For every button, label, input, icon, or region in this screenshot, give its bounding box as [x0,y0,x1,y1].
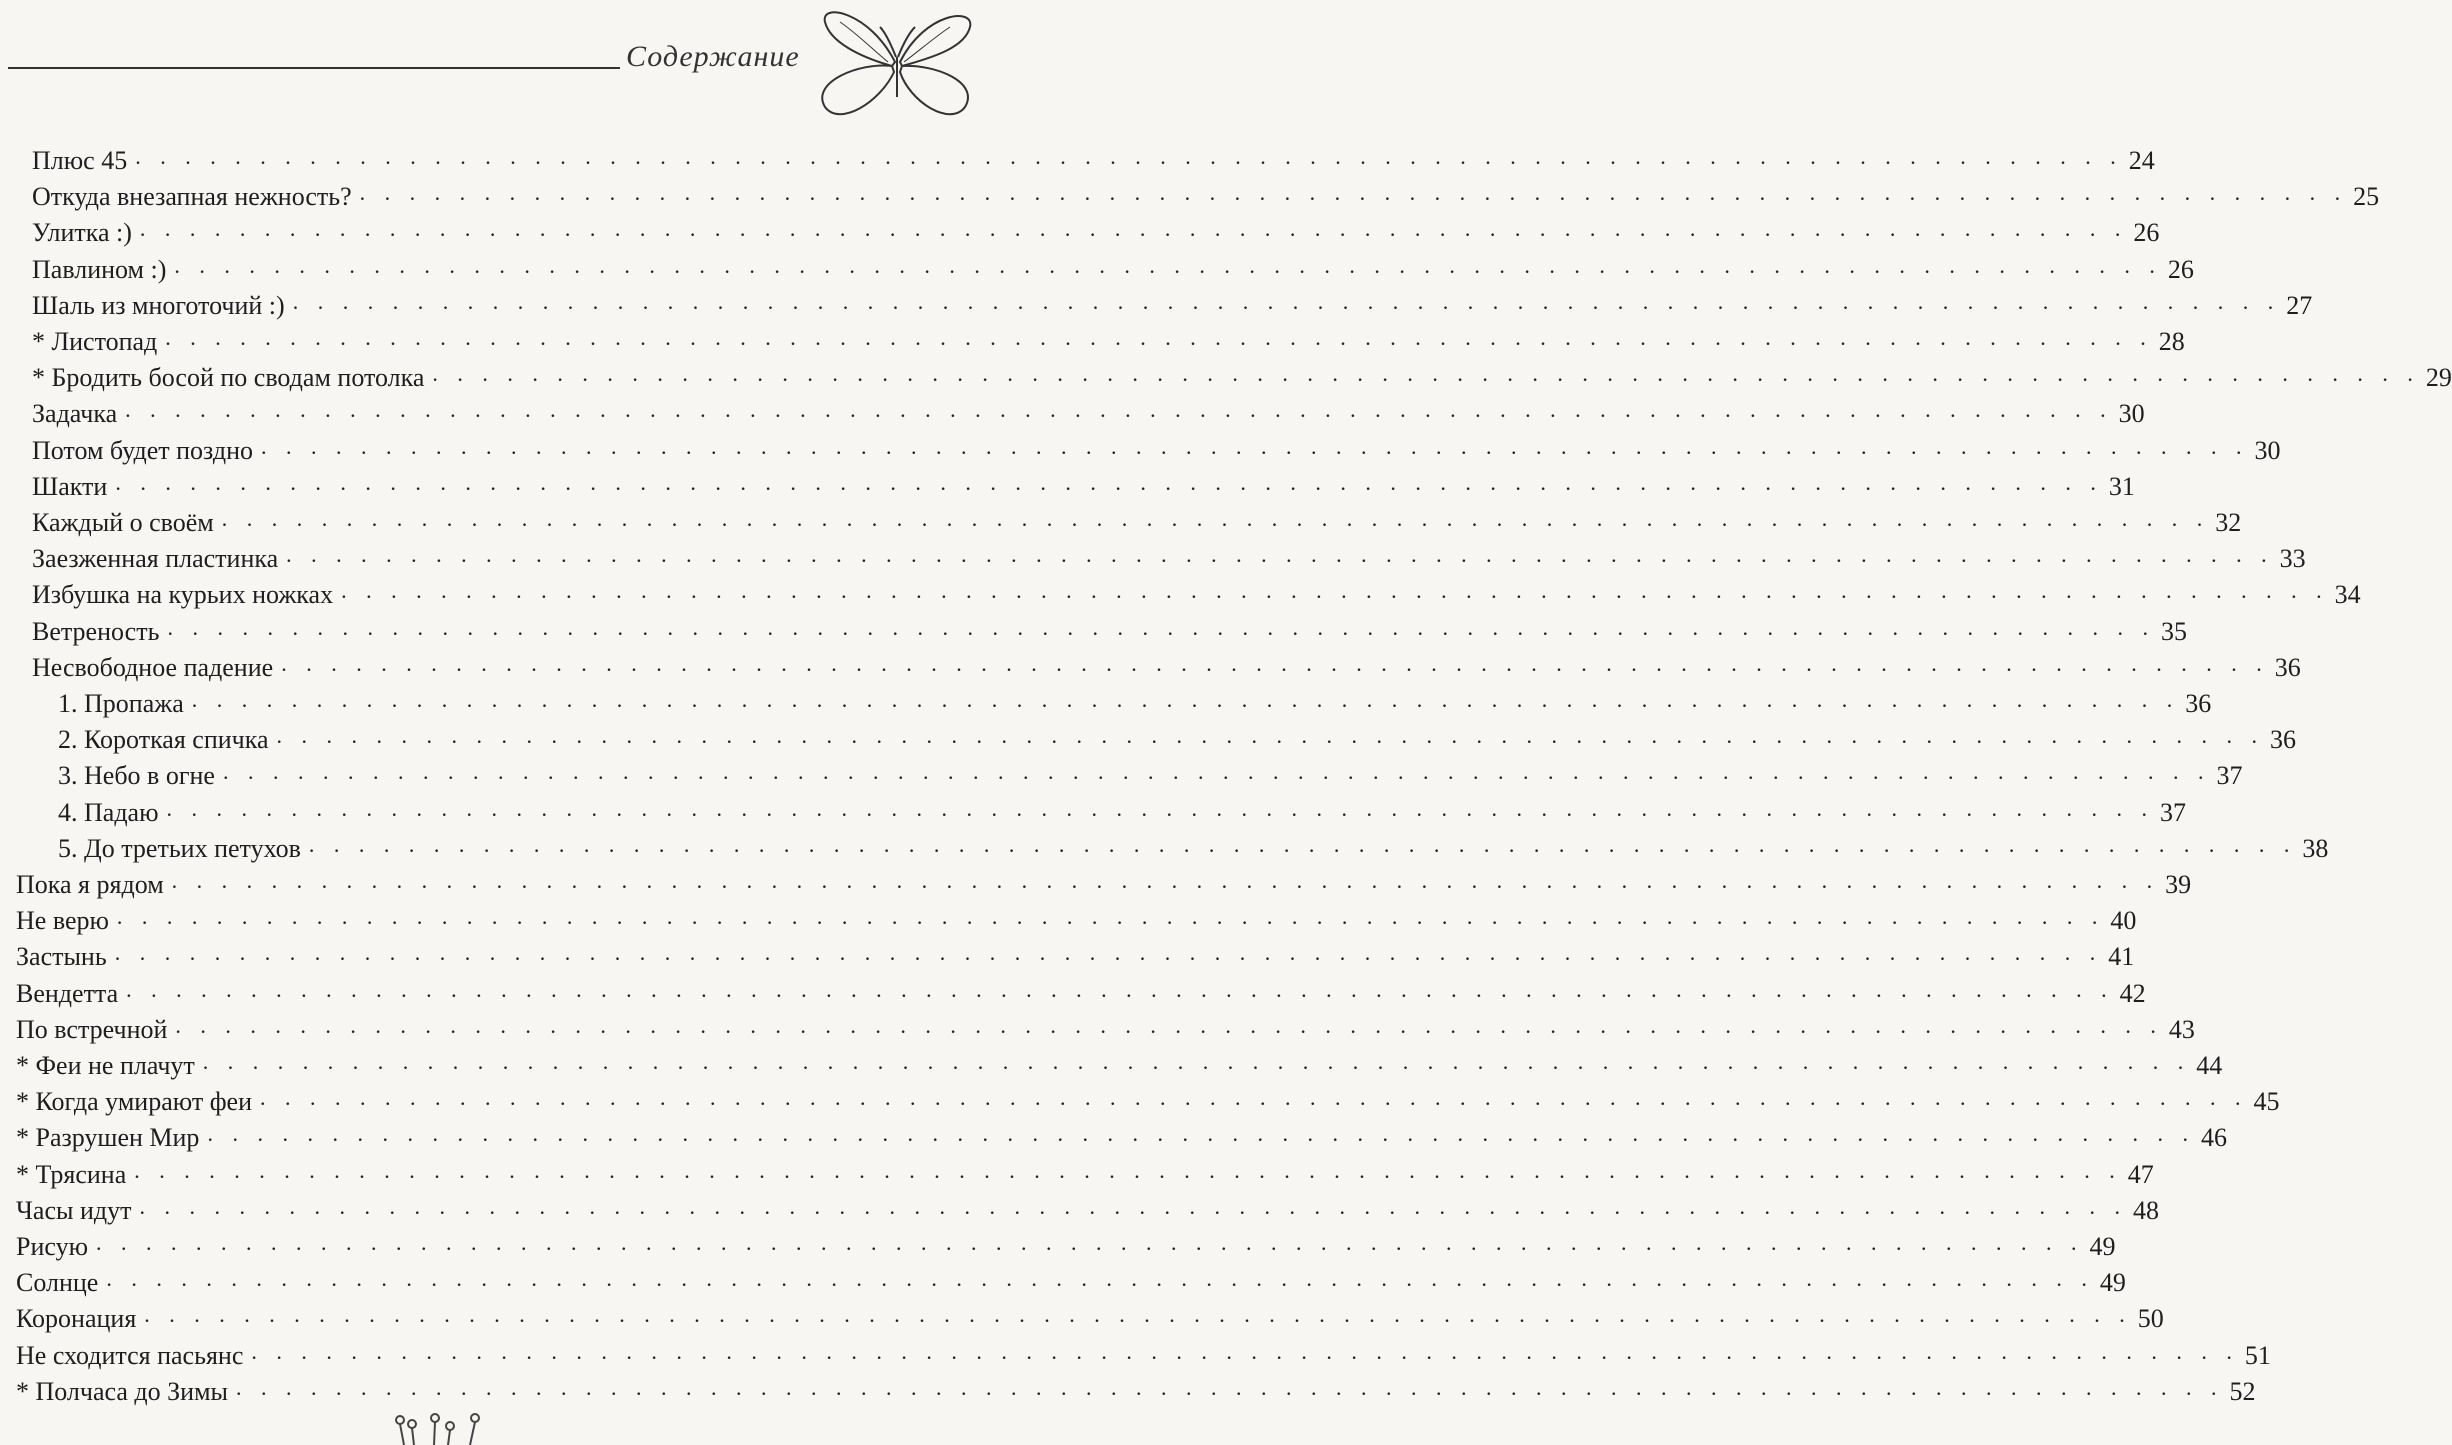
toc-entry-title: Солнце [16,1268,99,1298]
toc-leader-dots: . . . . . . . . . . . . . . . . . . . . . . . . . . . . . . . . . . . . . . . . . . . . . . . . . . . . . . . . . . . . . . . . . . . . . . . . . . . . . . . . [341,578,2329,604]
toc-leader-dots: . . . . . . . . . . . . . . . . . . . . . . . . . . . . . . . . . . . . . . . . . . . . . . . . . . . . . . . . . . . . . . . . . . . . . . . . . . . . . . . . [260,1085,2248,1111]
toc-entry [32,466,2135,502]
toc-leader-dots: . . . . . . . . . . . . . . . . . . . . . . . . . . . . . . . . . . . . . . . . . . . . . . . . . . . . . . . . . . . . . . . . . . . . . . . . . . . . . . . . [276,723,2265,749]
crown-ornament-icon [390,1412,500,1445]
toc-entry [16,973,2146,1009]
toc-entry-title: Избушка на курьих ножках [32,580,334,610]
toc-entry-page: 24 [2128,146,2155,175]
toc-entry-page: 44 [2196,1051,2223,1080]
toc-entry-page: 49 [2099,1268,2126,1298]
toc-entry [32,574,2361,610]
toc-leader-dots: . . . . . . . . . . . . . . . . . . . . . . . . . . . . . . . . . . . . . . . . . . . . . . . . . . . . . . . . . . . . . . . . . . . . . . . . . . . . . . . . [174,252,2162,278]
page-header-title: Содержание [620,40,806,74]
toc-entry [16,1226,2116,1262]
toc-entry-title: * Феи не плачут [16,1051,195,1080]
toc-leader-dots: . . . . . . . . . . . . . . . . . . . . . . . . . . . . . . . . . . . . . . . . . . . . . . . . . . . . . . . . . . . . . . . . . . . . . . . . . . . . . . . . [115,469,2103,495]
toc-leader-dots: . . . . . . . . . . . . . . . . . . . . . . . . . . . . . . . . . . . . . . . . . . . . . . . . . . . . . . . . . . . . . . . . . . . . . . . . . . . . . . . . [281,650,2269,676]
toc-entry-title: Каждый о своём [32,508,214,537]
toc-entry-page: 49 [2089,1232,2116,1261]
toc-leader-dots: . . . . . . . . . . . . . . . . . . . . . . . . . . . . . . . . . . . . . . . . . . . . . . . . . . . . . . . . . . . . . . . . . . . . . . . . . . . . . . . . [165,325,2153,350]
toc-entry [32,321,2185,357]
toc-entry-page: 36 [2185,689,2212,718]
toc-leader-dots: . . . . . . . . . . . . . . . . . . . . . . . . . . . . . . . . . . . . . . . . . . . . . . . . . . . . . . . . . . . . . . . . . . . . . . . . . . . . . . . . [236,1374,2224,1400]
toc-leader-dots: . . . . . . . . . . . . . . . . . . . . . . . . . . . . . . . . . . . . . . . . . . . . . . . . . . . . . . . . . . . . . . . . . . . . . . . . . . . . . . . . [134,1157,2122,1183]
toc-entry [16,1371,2256,1407]
toc-leader-dots: . . . . . . . . . . . . . . . . . . . . . . . . . . . . . . . . . . . . . . . . . . . . . . . . . . . . . . . . . . . . . . . . . . . . . . . . . . . . . . . . [308,831,2297,857]
toc-entry-page: 38 [2302,833,2329,863]
toc-entry-page: 47 [2127,1159,2154,1189]
toc-entry-page: 52 [2229,1376,2256,1406]
toc-entry [58,755,2243,791]
toc-entry [16,1154,2154,1190]
toc-entry-page: 45 [2253,1087,2280,1117]
toc-leader-dots: . . . . . . . . . . . . . . . . . . . . . . . . . . . . . . . . . . . . . . . . . . . . . . . . . . . . . . . . . . . . . . . . . . . . . . . . . . . . . . . . [139,1193,2127,1219]
toc-entry-title: 5. До третьих петухов [58,833,301,863]
toc-entry-page: 33 [2279,544,2306,574]
toc-entry-title: Откуда внезапная нежность? [32,182,352,212]
toc-entry-title: 3. Небо в огне [58,761,215,791]
toc-entry-page: 28 [2158,327,2185,356]
toc-leader-dots: . . . . . . . . . . . . . . . . . . . . . . . . . . . . . . . . . . . . . . . . . . . . . . . . . . . . . . . . . . . . . . . . . . . . . . . . . . . . . . . . [96,1230,2084,1255]
toc-entry-title: * Полчаса до Зимы [16,1376,229,1406]
toc-entry [16,1117,2227,1153]
toc-entry-page: 46 [2200,1123,2227,1153]
toc-entry [58,828,2329,864]
toc-entry-title: По встречной [16,1014,168,1044]
toc-entry-title: Потом будет поздно [32,435,253,465]
toc-entry-page: 29 [2425,363,2452,393]
toc-entry-title: Часы идут [16,1195,132,1225]
toc-entry [32,285,2313,321]
toc-leader-dots: . . . . . . . . . . . . . . . . . . . . . . . . . . . . . . . . . . . . . . . . . . . . . . . . . . . . . . . . . . . . . . . . . . . . . . . . . . . . . . . . [106,1266,2094,1292]
toc-entry-title: Улитка :) [32,218,132,248]
toc-entry [16,900,2137,936]
toc-entry [32,176,2380,212]
toc-leader-dots: . . . . . . . . . . . . . . . . . . . . . . . . . . . . . . . . . . . . . . . . . . . . . . . . . . . . . . . . . . . . . . . . . . . . . . . . . . . . . . . . [139,216,2128,242]
toc-entry [58,719,2297,755]
toc-entry-title: * Когда умирают феи [16,1087,252,1117]
toc-entry-page: 50 [2137,1304,2164,1334]
toc-entry-title: Не верю [16,906,109,936]
toc-entry-page: 42 [2119,978,2146,1008]
toc-entry-page: 37 [2216,761,2243,791]
toc-entry-title: * Листопад [32,327,158,356]
toc-entry-page: 30 [2118,399,2145,429]
toc-entry [32,430,2281,466]
toc-entry-title: Не сходится пасьянс [16,1340,244,1370]
toc-entry-title: Пока я рядом [16,870,164,899]
toc-leader-dots: . . . . . . . . . . . . . . . . . . . . . . . . . . . . . . . . . . . . . . . . . . . . . . . . . . . . . . . . . . . . . . . . . . . . . . . . . . . . . . . . [207,1121,2195,1147]
toc-entry-title: Вендетта [16,978,119,1008]
toc-leader-dots: . . . . . . . . . . . . . . . . . . . . . . . . . . . . . . . . . . . . . . . . . . . . . . . . . . . . . . . . . . . . . . . . . . . . . . . . . . . . . . . . [292,288,2281,314]
toc-entry-page: 36 [2270,725,2297,755]
toc-entry-title: Коронация [16,1304,137,1334]
toc-entry-page: 35 [2160,616,2187,646]
toc-entry-title: 2. Короткая спичка [58,725,269,755]
toc-entry-page: 43 [2168,1014,2195,1044]
toc-leader-dots: . . . . . . . . . . . . . . . . . . . . . . . . . . . . . . . . . . . . . . . . . . . . . . . . . . . . . . . . . . . . . . . . . . . . . . . . . . . . . . . . [202,1049,2191,1074]
toc-leader-dots: . . . . . . . . . . . . . . . . . . . . . . . . . . . . . . . . . . . . . . . . . . . . . . . . . . . . . . . . . . . . . . . . . . . . . . . . . . . . . . . . [114,940,2103,966]
toc-leader-dots: . . . . . . . . . . . . . . . . . . . . . . . . . . . . . . . . . . . . . . . . . . . . . . . . . . . . . . . . . . . . . . . . . . . . . . . . . . . . . . . . [167,614,2155,640]
toc-entry-page: 39 [2165,870,2192,899]
toc-entry-page: 40 [2110,906,2137,936]
toc-entry [32,538,2306,574]
toc-leader-dots: . . . . . . . . . . . . . . . . . . . . . . . . . . . . . . . . . . . . . . . . . . . . . . . . . . . . . . . . . . . . . . . . . . . . . . . . . . . . . . . . [125,397,2113,423]
toc-leader-dots: . . . . . . . . . . . . . . . . . . . . . . . . . . . . . . . . . . . . . . . . . . . . . . . . . . . . . . . . . . . . . . . . . . . . . . . . . . . . . . . . [432,361,2420,387]
toc-leader-dots: . . . . . . . . . . . . . . . . . . . . . . . . . . . . . . . . . . . . . . . . . . . . . . . . . . . . . . . . . . . . . . . . . . . . . . . . . . . . . . . . [261,433,2249,459]
toc-entry-title: * Трясина [16,1159,127,1189]
toc-entry-title: 1. Пропажа [58,689,184,718]
toc-entry [32,212,2160,248]
toc-entry-page: 51 [2244,1340,2271,1370]
toc-entry-title: Несвободное падение [32,652,274,682]
toc-entry-title: Павлином :) [32,254,167,284]
toc-leader-dots: . . . . . . . . . . . . . . . . . . . . . . . . . . . . . . . . . . . . . . . . . . . . . . . . . . . . . . . . . . . . . . . . . . . . . . . . . . . . . . . . [359,180,2348,206]
toc-entry-page: 41 [2108,942,2135,972]
butterfly-icon [800,2,990,132]
toc-entry-title: Шаль из многоточий :) [32,290,285,320]
toc-entry-page: 30 [2254,435,2281,465]
toc-entry-title: * Бродить босой по сводам потолка [32,363,425,393]
toc-leader-dots: . . . . . . . . . . . . . . . . . . . . . . . . . . . . . . . . . . . . . . . . . . . . . . . . . . . . . . . . . . . . . . . . . . . . . . . . . . . . . . . . [144,1302,2132,1328]
toc-entry-page: 31 [2108,471,2135,501]
toc-entry-page: 36 [2274,652,2301,682]
toc-entry [32,647,2301,683]
toc-entry [16,1190,2159,1226]
toc-leader-dots: . . . . . . . . . . . . . . . . . . . . . . . . . . . . . . . . . . . . . . . . . . . . . . . . . . . . . . . . . . . . . . . . . . . . . . . . . . . . . . . . [166,795,2155,821]
toc-entry-title: Шакти [32,471,108,501]
toc-leader-dots: . . . . . . . . . . . . . . . . . . . . . . . . . . . . . . . . . . . . . . . . . . . . . . . . . . . . . . . . . . . . . . . . . . . . . . . . . . . . . . . . [116,904,2105,930]
toc-entry-page: 27 [2286,290,2313,320]
toc-entry-page: 37 [2160,797,2187,827]
toc-entry [16,1045,2223,1081]
toc-leader-dots: . . . . . . . . . . . . . . . . . . . . . . . . . . . . . . . . . . . . . . . . . . . . . . . . . . . . . . . . . . . . . . . . . . . . . . . . . . . . . . . . [251,1338,2239,1364]
toc-entry [32,140,2155,176]
toc-entry [32,611,2187,647]
toc-leader-dots: . . . . . . . . . . . . . . . . . . . . . . . . . . . . . . . . . . . . . . . . . . . . . . . . . . . . . . . . . . . . . . . . . . . . . . . . . . . . . . . . [126,976,2114,1002]
toc-entry-title: Задачка [32,399,118,429]
toc-entry-page: 34 [2334,580,2361,610]
toc-leader-dots: . . . . . . . . . . . . . . . . . . . . . . . . . . . . . . . . . . . . . . . . . . . . . . . . . . . . . . . . . . . . . . . . . . . . . . . . . . . . . . . . [221,506,2210,531]
toc-entry [32,249,2194,285]
toc-entry [16,864,2192,900]
toc-leader-dots: . . . . . . . . . . . . . . . . . . . . . . . . . . . . . . . . . . . . . . . . . . . . . . . . . . . . . . . . . . . . . . . . . . . . . . . . . . . . . . . . [222,759,2211,785]
toc-entry [58,792,2187,828]
toc-entry-title: 4. Падаю [58,797,159,827]
toc-entry-page: 32 [2215,508,2242,537]
toc-entry [16,936,2135,972]
toc-entry [58,683,2212,719]
toc-entry [16,1298,2164,1334]
toc-entry-page: 26 [2167,254,2194,284]
toc-leader-dots: . . . . . . . . . . . . . . . . . . . . . . . . . . . . . . . . . . . . . . . . . . . . . . . . . . . . . . . . . . . . . . . . . . . . . . . . . . . . . . . . [191,687,2180,712]
toc-entry-title: Заезженная пластинка [32,544,279,574]
toc-leader-dots: . . . . . . . . . . . . . . . . . . . . . . . . . . . . . . . . . . . . . . . . . . . . . . . . . . . . . . . . . . . . . . . . . . . . . . . . . . . . . . . . [175,1012,2163,1038]
toc-leader-dots: . . . . . . . . . . . . . . . . . . . . . . . . . . . . . . . . . . . . . . . . . . . . . . . . . . . . . . . . . . . . . . . . . . . . . . . . . . . . . . . . [171,868,2160,893]
toc-entry-page: 25 [2353,182,2380,212]
toc-entry-page: 48 [2132,1195,2159,1225]
toc-leader-dots: . . . . . . . . . . . . . . . . . . . . . . . . . . . . . . . . . . . . . . . . . . . . . . . . . . . . . . . . . . . . . . . . . . . . . . . . . . . . . . . . [135,144,2123,169]
toc-entry-title: Плюс 45 [32,146,128,175]
toc-leader-dots: . . . . . . . . . . . . . . . . . . . . . . . . . . . . . . . . . . . . . . . . . . . . . . . . . . . . . . . . . . . . . . . . . . . . . . . . . . . . . . . . [286,542,2274,568]
toc-entry-title: Рисую [16,1232,88,1261]
toc-entry [16,1335,2271,1371]
toc-entry [32,393,2145,429]
toc-entry [16,1262,2126,1298]
toc-entry [16,1081,2280,1117]
toc-entry-title: * Разрушен Мир [16,1123,200,1153]
toc-entry-page: 26 [2133,218,2160,248]
toc-entry [16,1009,2195,1045]
toc-entry [32,357,2452,393]
toc-entry [32,502,2242,538]
toc-entry-title: Застынь [16,942,107,972]
toc-entry-title: Ветреность [32,616,160,646]
